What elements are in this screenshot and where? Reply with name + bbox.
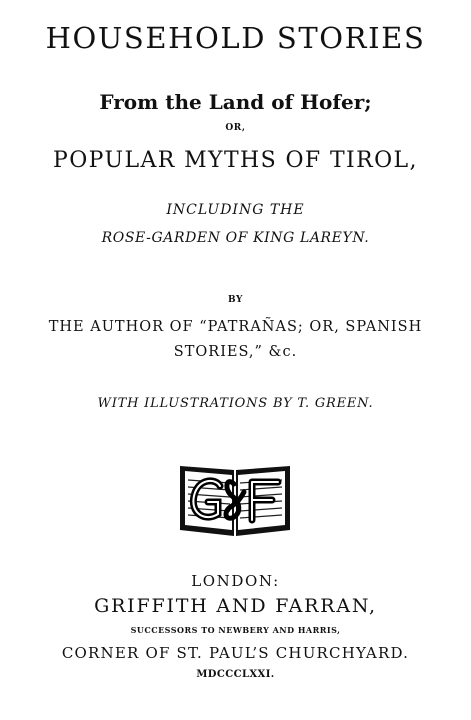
imprint-year: MDCCCLXXI. — [196, 669, 275, 680]
by-line: BY — [227, 295, 244, 305]
author-line-2: STORIES,” &c. — [173, 344, 298, 360]
imprint-successors: SUCCESSORS TO NEWBERY AND HARRIS, — [130, 625, 341, 635]
publisher-monogram-open-book-icon — [176, 456, 294, 542]
including-line: INCLUDING THE — [166, 202, 305, 218]
author-line-1: THE AUTHOR OF “PATRAÑAS; OR, SPANISH — [48, 319, 423, 335]
rose-garden-line: ROSE-GARDEN OF KING LAREYN. — [101, 230, 370, 246]
imprint-city: LONDON: — [191, 572, 280, 590]
or-connector: OR, — [225, 123, 246, 133]
imprint-address: CORNER OF ST. PAUL’S CHURCHYARD. — [61, 644, 410, 662]
blackletter-subtitle: From the Land of Hofer; — [99, 90, 372, 114]
book-title: HOUSEHOLD STORIES — [45, 21, 426, 55]
imprint-publisher: GRIFFITH AND FARRAN, — [94, 595, 377, 617]
alternate-title: POPULAR MYTHS OF TIROL, — [53, 148, 418, 173]
illustrations-credit: WITH ILLUSTRATIONS BY T. GREEN. — [97, 396, 374, 411]
